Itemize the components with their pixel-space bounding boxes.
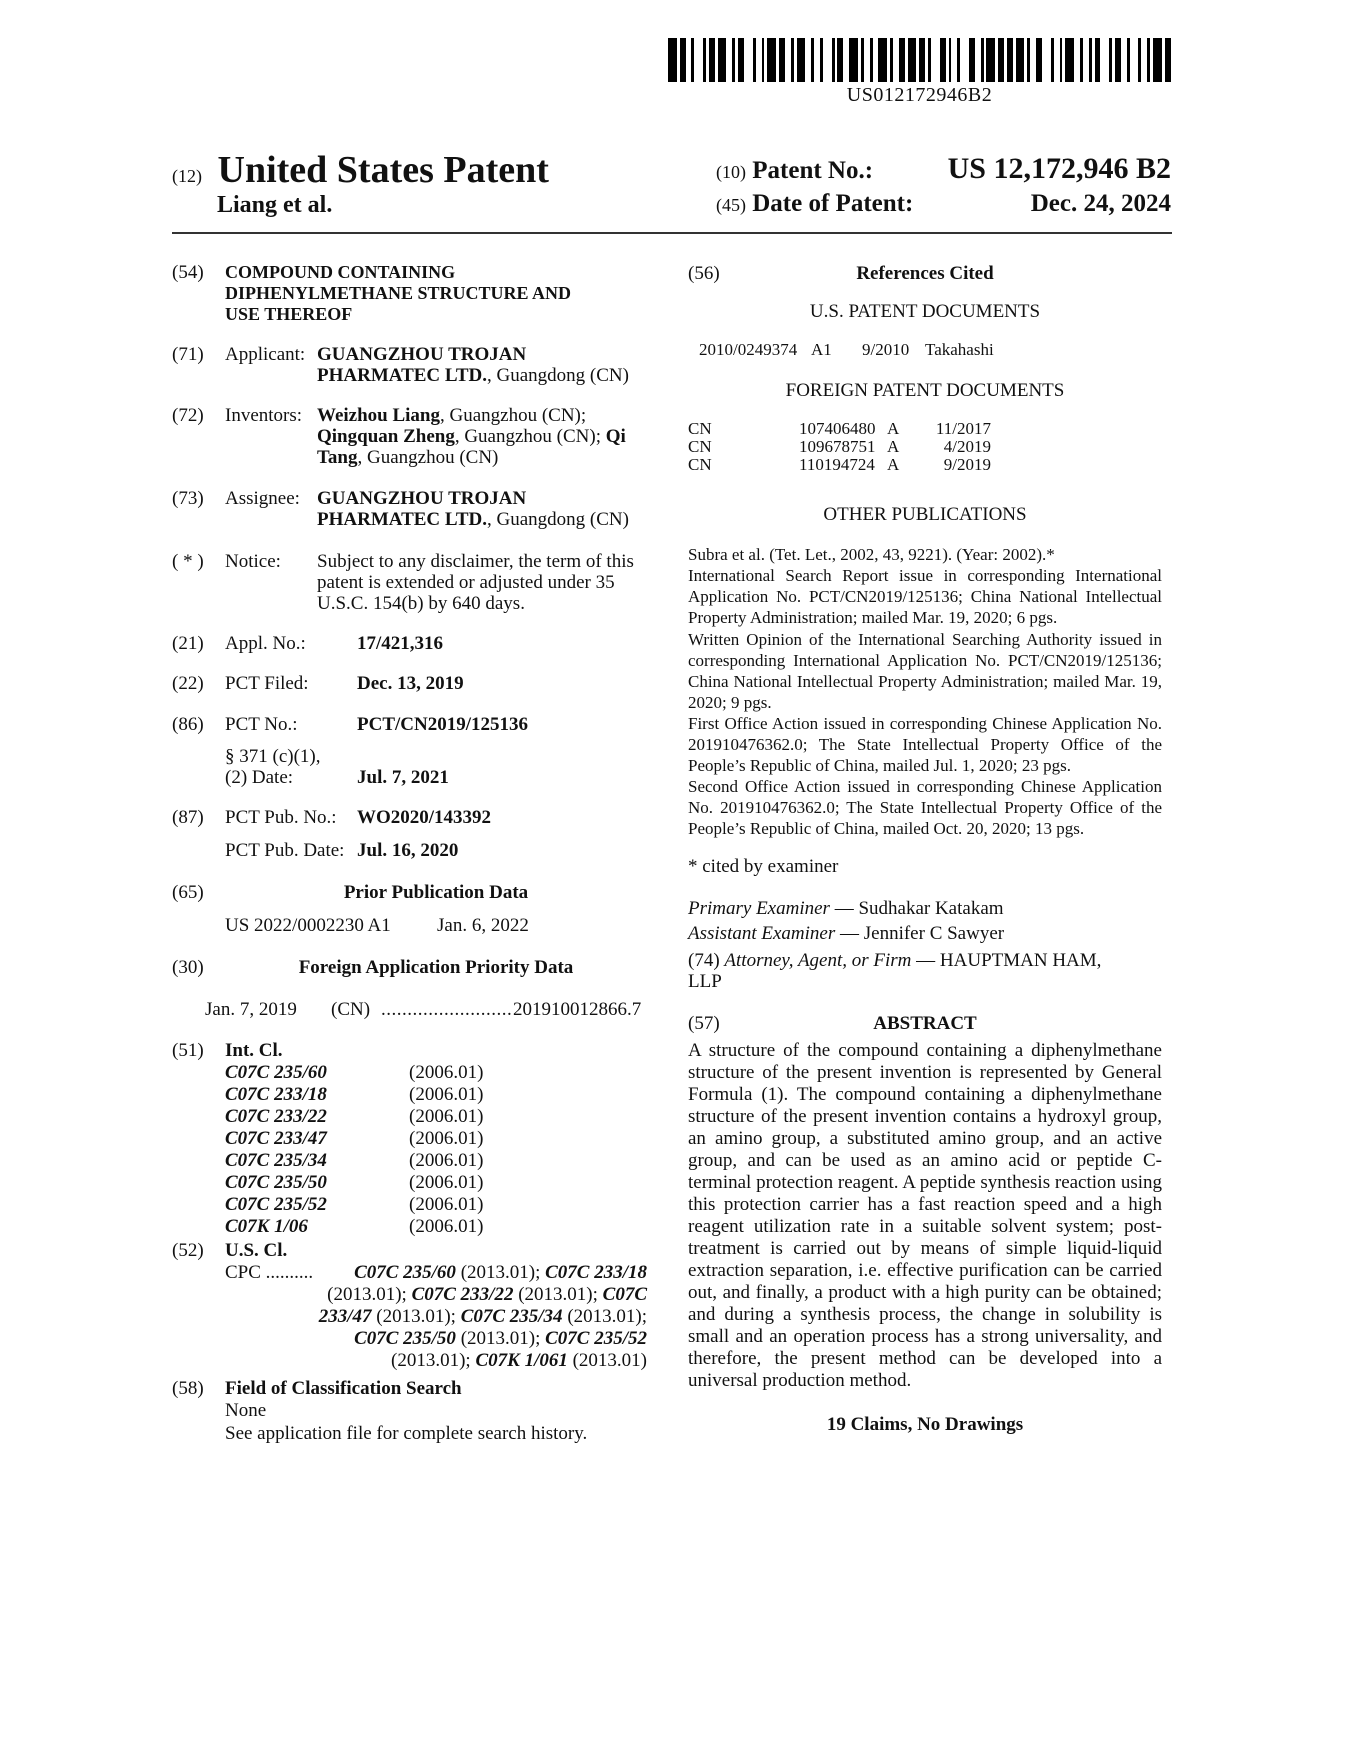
- int-cl-version: (2006.01): [409, 1062, 484, 1083]
- section-371-label: § 371 (c)(1),: [225, 746, 321, 767]
- applicant-location: , Guangdong (CN): [486, 365, 629, 386]
- cpc-version: (2013.01);: [562, 1306, 647, 1327]
- notice-code: ( * ): [172, 551, 204, 572]
- date-of-patent-row: [716, 190, 1171, 218]
- int-cl-version: (2006.01): [409, 1194, 484, 1215]
- cited-by-examiner-note: * cited by examiner: [688, 856, 839, 877]
- cpc-version: (2013.01);: [455, 1328, 546, 1349]
- barcode-bar: [694, 38, 703, 82]
- us-patent-documents-heading: U.S. PATENT DOCUMENTS: [809, 301, 1041, 322]
- search-history-note: See application file for complete search history.: [225, 1423, 588, 1444]
- cpc-code: C07C 235/50: [354, 1328, 456, 1349]
- other-publication: Second Office Action issued in corresponding Chinese Application No. 201910476362.0; The State Intellectual Property Office of the People’s Republic of China, mailed Oct. 20, 2020; 13 pgs.: [688, 777, 1162, 838]
- cpc-code: C07K 1/061: [475, 1350, 568, 1371]
- cpc-dots: ..........: [265, 1262, 314, 1283]
- field-73-code: (73): [172, 488, 204, 509]
- cpc-code: C07C 233/18: [545, 1262, 647, 1283]
- int-cl-code: C07C 233/22: [225, 1106, 327, 1127]
- us-cl-heading: U.S. Cl.: [225, 1240, 288, 1261]
- foreign-priority-heading: Foreign Application Priority Data: [298, 957, 574, 978]
- barcode-bar: [767, 38, 776, 82]
- pct-pub-date-label: PCT Pub. Date:: [225, 840, 345, 861]
- assignee: [317, 488, 629, 530]
- barcode-number: US012172946B2: [846, 84, 993, 106]
- inventor-name: Tang: [317, 447, 358, 468]
- barcode-bar: [744, 38, 753, 82]
- notice-line: Subject to any disclaimer, the term of this: [317, 551, 634, 572]
- assignee-label: Assignee:: [225, 488, 300, 509]
- priority-country: (CN): [331, 999, 371, 1020]
- pct-filed-label: PCT Filed:: [225, 673, 309, 694]
- patent-number: US 12,172,946 B2: [947, 152, 1171, 185]
- appl-no-label: Appl. No.:: [225, 633, 306, 654]
- inventor-location: , Guangzhou (CN): [357, 447, 499, 468]
- primary-examiner-name: — Sudhakar Katakam: [829, 898, 1004, 919]
- date-label: Date of Patent:: [752, 190, 914, 217]
- foreign-doc-date: 11/2017: [935, 419, 991, 438]
- barcode-bar: [823, 38, 832, 82]
- other-publication: Written Opinion of the International Searching Authority issued in corresponding International Application No. PCT/CN2019/125136; China National Intellectual Property Administration; mailed Mar. 19, 2020; 9 pgs.: [688, 630, 1162, 712]
- date-of-patent: Dec. 24, 2024: [1030, 190, 1171, 217]
- int-cl-version: (2006.01): [409, 1106, 484, 1127]
- inventor-location: , Guangzhou (CN);: [454, 426, 606, 447]
- prior-pub-date: Jan. 6, 2022: [437, 915, 529, 936]
- inventor-name: Qi: [605, 426, 626, 447]
- cpc-version: (2013.01);: [455, 1262, 546, 1283]
- barcode-bar: [1165, 38, 1171, 82]
- barcode-bar: [797, 38, 806, 82]
- barcode-bar: [668, 38, 677, 82]
- invention-title-line: USE THEREOF: [225, 304, 353, 324]
- assistant-examiner-name: — Jennifer C Sawyer: [835, 923, 1005, 944]
- foreign-doc-country: CN: [688, 455, 712, 474]
- field-21-code: (21): [172, 633, 204, 654]
- field-57-code: (57): [688, 1013, 720, 1034]
- int-cl-code: C07K 1/06: [225, 1216, 308, 1237]
- cpc-code: 233/47: [318, 1306, 372, 1327]
- foreign-doc-number: 109678751: [799, 437, 876, 456]
- header-divider: [172, 232, 1172, 234]
- foreign-doc-country: CN: [688, 419, 712, 438]
- abstract-heading: ABSTRACT: [873, 1013, 977, 1034]
- field-86-code: (86): [172, 714, 204, 735]
- cpc-version: (2013.01);: [371, 1306, 461, 1327]
- barcode-bar: [878, 38, 887, 82]
- other-publication: Subra et al. (Tet. Let., 2002, 43, 9221). (Year: 2002).*: [688, 545, 1055, 564]
- cpc-version: (2013.01): [567, 1350, 647, 1371]
- pct-no: PCT/CN2019/125136: [357, 714, 528, 735]
- cpc-label: CPC: [225, 1262, 261, 1283]
- field-of-search-none: None: [225, 1400, 267, 1421]
- pct-pub-no-label: PCT Pub. No.:: [225, 807, 337, 828]
- appl-no: 17/421,316: [357, 633, 444, 654]
- primary-examiner-label: Primary Examiner: [688, 898, 830, 919]
- other-publications-heading: OTHER PUBLICATIONS: [823, 504, 1027, 525]
- barcode-bar: [931, 38, 940, 82]
- int-cl-code: C07C 235/50: [225, 1172, 327, 1193]
- barcode-bar: [986, 38, 995, 82]
- field-52-code: (52): [172, 1240, 204, 1261]
- cpc-code: C07C 235/60: [354, 1262, 456, 1283]
- foreign-patent-documents-heading: FOREIGN PATENT DOCUMENTS: [785, 380, 1065, 401]
- notice-line: U.S.C. 154(b) by 640 days.: [317, 593, 525, 614]
- barcode-bar: [1100, 38, 1109, 82]
- priority-date: Jan. 7, 2019: [205, 999, 297, 1020]
- assignee-location: , Guangdong (CN): [486, 509, 629, 530]
- invention-title: [225, 262, 571, 325]
- inventor-short: Liang et al.: [217, 192, 333, 218]
- foreign-doc-number: 107406480: [799, 419, 876, 438]
- int-cl-version: (2006.01): [409, 1128, 484, 1149]
- pct-pub-no: WO2020/143392: [357, 807, 492, 828]
- foreign-doc-date: 9/2019: [943, 455, 991, 474]
- cpc-code: C07C 235/34: [460, 1306, 563, 1327]
- invention-title-line: COMPOUND CONTAINING: [225, 262, 456, 282]
- field-58-code: (58): [172, 1378, 204, 1399]
- title-code: (12): [172, 166, 202, 186]
- applicant-name-line: GUANGZHOU TROJAN: [317, 344, 527, 365]
- int-cl-version: (2006.01): [409, 1216, 484, 1237]
- cpc-code: C07C 235/52: [545, 1328, 647, 1349]
- barcode-bar: [908, 38, 917, 82]
- cpc-code: C07C 233/22: [411, 1284, 514, 1305]
- patent-number-label: Patent No.:: [752, 157, 874, 184]
- field-of-search-heading: Field of Classification Search: [225, 1378, 462, 1399]
- field-74-code: (74): [688, 950, 720, 971]
- cpc-version: (2013.01);: [513, 1284, 603, 1305]
- us-doc-name: Takahashi: [925, 340, 994, 359]
- applicant-label: Applicant:: [225, 344, 306, 365]
- int-cl-version: (2006.01): [409, 1084, 484, 1105]
- pct-pub-date: Jul. 16, 2020: [357, 840, 459, 861]
- int-cl-code: C07C 233/18: [225, 1084, 327, 1105]
- foreign-doc-kind: A: [887, 419, 900, 438]
- patent-number-code: (10): [716, 162, 746, 182]
- applicant-name-bold: PHARMATEC LTD.: [317, 365, 487, 386]
- field-22-code: (22): [172, 673, 204, 694]
- cpc-code: C07C: [602, 1284, 647, 1305]
- foreign-doc-kind: A: [887, 437, 900, 456]
- int-cl-version: (2006.01): [409, 1150, 484, 1171]
- assistant-examiner-label: Assistant Examiner: [688, 923, 836, 944]
- int-cl-code: C07C 235/34: [225, 1150, 327, 1171]
- int-cl-code: C07C 233/47: [225, 1128, 327, 1149]
- barcode: [668, 38, 1171, 82]
- field-30-code: (30): [172, 957, 204, 978]
- other-publication: International Search Report issue in corresponding International Application No. PCT/CN2019/125136; China National Intellectual Property Administration; mailed Mar. 19, 2020; 6 pgs.: [688, 566, 1162, 627]
- section-371-date: Jul. 7, 2021: [357, 767, 449, 788]
- abstract-text: A structure of the compound containing a diphenylmethane structure of the present invention is represented by General Formula (1). The compound containing a diphenylmethane structure of the present invention contains a hydroxyl group, an amino group, a substituted amino group, and an active group, and can be used as an amino acid or peptide C-terminal protection reagent. A peptide synthesis reaction using this protection carrier has a fast reaction speed and a high reagent utilization rate in a suitable solvent system; post-treatment is carried out by means of simple liquid-liquid extraction separation, i.e. effective purification can be carried out, and finally, a product with a high purity can be obtained; and during a synthesis process, the change in solubility is small and an operation process has a strong universality, and therefore, the present method can be developed into a universal production method.: [688, 1040, 1162, 1391]
- prior-publication-heading: Prior Publication Data: [343, 882, 529, 903]
- cpc-version: (2013.01);: [327, 1284, 412, 1305]
- prior-pub-number: US 2022/0002230 A1: [225, 915, 391, 936]
- field-54-code: (54): [172, 262, 204, 283]
- other-publication: First Office Action issued in corresponding Chinese Application No. 201910476362.0; The State Intellectual Property Office of the People’s Republic of China, mailed Jul. 1, 2020; 23 pgs.: [688, 714, 1162, 775]
- pct-filed: Dec. 13, 2019: [357, 673, 464, 694]
- field-71-code: (71): [172, 344, 204, 365]
- attorney-name-continued: LLP: [688, 971, 722, 992]
- notice-line: patent is extended or adjusted under 35: [317, 572, 615, 593]
- field-65-code: (65): [172, 882, 204, 903]
- inventors-label: Inventors:: [225, 405, 303, 426]
- patent-number-row: [716, 152, 1171, 185]
- barcode-bar: [1153, 38, 1162, 82]
- assistant-examiner: [688, 923, 1004, 944]
- foreign-doc-country: CN: [688, 437, 712, 456]
- int-cl-version: (2006.01): [409, 1172, 484, 1193]
- patent-title-block: [172, 148, 549, 192]
- barcode-bar: [1130, 38, 1139, 82]
- barcode-bar: [718, 38, 727, 82]
- int-cl-heading: Int. Cl.: [225, 1040, 283, 1061]
- field-72-code: (72): [172, 405, 204, 426]
- references-cited-heading: References Cited: [856, 263, 994, 284]
- us-doc-number: 2010/0249374: [699, 340, 798, 359]
- priority-number: 201910012866.7: [513, 999, 642, 1020]
- applicant: [317, 344, 629, 386]
- assignee-name-line: GUANGZHOU TROJAN: [317, 488, 527, 509]
- attorney-label: Attorney, Agent, or Firm: [724, 950, 912, 971]
- us-doc-kind: A1: [811, 340, 832, 359]
- barcode-bar: [1042, 38, 1051, 82]
- claims-summary: 19 Claims, No Drawings: [826, 1414, 1024, 1435]
- inventor-location: , Guangzhou (CN);: [440, 405, 587, 426]
- us-doc-date: 9/2010: [862, 340, 910, 359]
- foreign-doc-date: 4/2019: [943, 437, 991, 456]
- field-87-code: (87): [172, 807, 204, 828]
- barcode-bar: [1065, 38, 1074, 82]
- inventor-name: Weizhou Liang: [317, 405, 440, 426]
- assignee-name-bold: PHARMATEC LTD.: [317, 509, 487, 530]
- attorney: [688, 950, 1101, 992]
- pct-no-label: PCT No.:: [225, 714, 298, 735]
- inventor-name: Qingquan Zheng: [317, 426, 455, 447]
- barcode-bar: [1016, 38, 1025, 82]
- priority-dots: .........................: [381, 999, 513, 1020]
- barcode-bar: [849, 38, 858, 82]
- notice-label: Notice:: [225, 551, 281, 572]
- int-cl-code: C07C 235/52: [225, 1194, 327, 1215]
- section-371-date-label: (2) Date:: [225, 767, 294, 788]
- field-51-code: (51): [172, 1040, 204, 1061]
- patent-title: United States Patent: [217, 149, 549, 191]
- attorney-name: — HAUPTMAN HAM,: [911, 950, 1102, 971]
- field-56-code: (56): [688, 263, 720, 284]
- notice-text: [317, 551, 647, 614]
- date-code: (45): [716, 195, 746, 215]
- foreign-doc-number: 110194724: [799, 455, 875, 474]
- cpc-classification: [225, 1262, 647, 1372]
- invention-title-line: DIPHENYLMETHANE STRUCTURE AND: [225, 283, 572, 303]
- foreign-doc-kind: A: [887, 455, 900, 474]
- barcode-bar: [960, 38, 969, 82]
- inventors: [317, 405, 647, 468]
- primary-examiner: [688, 898, 1004, 919]
- int-cl-code: C07C 235/60: [225, 1062, 327, 1083]
- cpc-version: (2013.01);: [391, 1350, 476, 1371]
